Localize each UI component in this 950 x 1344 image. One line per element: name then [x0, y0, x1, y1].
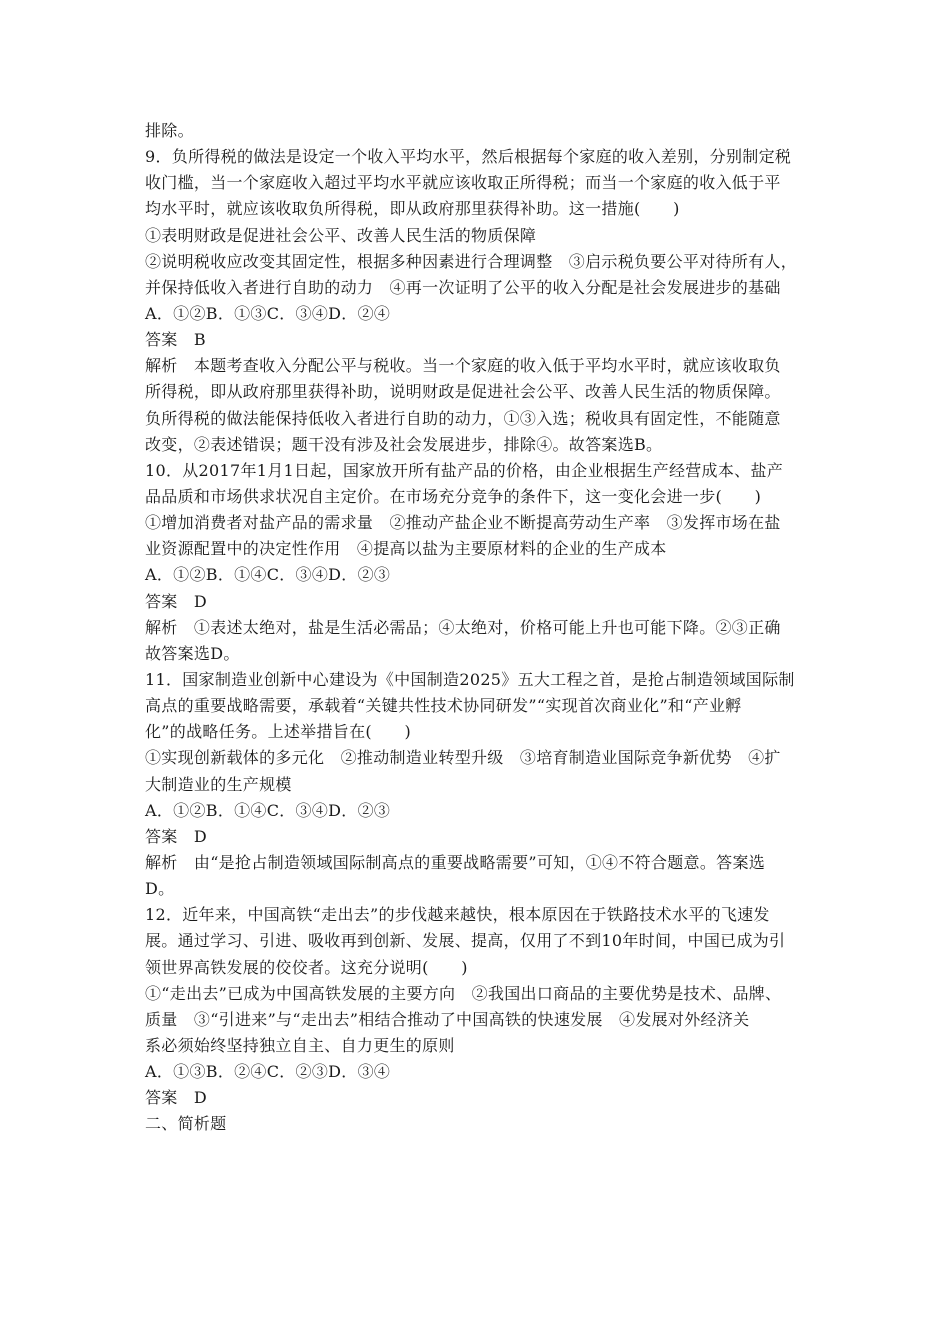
text-line: 11．国家制造业创新中心建设为《中国制造2025》五大工程之首，是抢占制造领域国际制	[145, 669, 795, 689]
text-line: 化”的战略任务。上述举措旨在( )	[145, 722, 412, 742]
text-line: 答案 D	[145, 826, 208, 846]
text-line: 高点的重要战略需要，承载着“关键共性技术协同研发”“实现首次商业化”和“产业孵	[145, 696, 742, 716]
text-line: 答案 D	[145, 1088, 208, 1108]
text-line: ①实现创新载体的多元化 ②推动制造业转型升级 ③培育制造业国际竞争新优势 ④扩	[145, 748, 781, 768]
text-line: 排除。	[145, 121, 194, 140]
text-line: 业资源配置中的决定性作用 ④提高以盐为主要原材料的企业的生产成本	[145, 539, 667, 559]
text-line: ①“走出去”已成为中国高铁发展的主要方向 ②我国出口商品的主要优势是技术、品牌、	[145, 983, 782, 1003]
text-line: 均水平时，就应该收取负所得税，即从政府那里获得补助。这一措施( )	[145, 199, 680, 219]
text-line: ②说明税收应改变其固定性，根据多种因素进行合理调整 ③启示税负要公平对待所有人，	[145, 251, 798, 271]
text-line: 系必须始终坚持独立自主、自力更生的原则	[145, 1035, 455, 1055]
text-line: 10．从2017年1月1日起，国家放开所有盐产品的价格，由企业根据生产经营成本、盐产	[145, 460, 784, 480]
text-line: A．①②B．①④C．③④D．②③	[145, 800, 391, 820]
text-line: 品品质和市场供求状况自主定价。在市场充分竞争的条件下，这一变化会进一步( )	[145, 486, 762, 506]
text-line: D。	[145, 879, 175, 899]
text-line: 答案 D	[145, 591, 208, 611]
text-line: 12．近年来，中国高铁“走出去”的步伐越来越快，根本原因在于铁路技术水平的飞速发	[145, 905, 770, 925]
text-line: 改变，②表述错误；题干没有涉及社会发展进步，排除④。故答案选B。	[145, 434, 663, 454]
text-line: 质量 ③“引进来”与“走出去”相结合推动了中国高铁的快速发展 ④发展对外经济关	[145, 1009, 750, 1029]
document-body	[145, 118, 815, 1137]
text-line: 并保持低收入者进行自助的动力 ④再一次证明了公平的收入分配是社会发展进步的基础	[145, 277, 781, 297]
text-line: 大制造业的生产规模	[145, 774, 292, 794]
text-line: ①增加消费者对盐产品的需求量 ②推动产盐企业不断提高劳动生产率 ③发挥市场在盐	[145, 513, 781, 533]
text-line: 故答案选D。	[145, 643, 240, 663]
text-line: ①表明财政是促进社会公平、改善人民生活的物质保障	[145, 225, 537, 245]
text-line: 9．负所得税的做法是设定一个收入平均水平，然后根据每个家庭的收入差别，分别制定税	[145, 147, 792, 167]
text-line: 收门槛，当一个家庭收入超过平均水平就应该收取正所得税；而当一个家庭的收入低于平	[145, 173, 781, 193]
text-line: 解析 ①表述太绝对，盐是生活必需品；④太绝对，价格可能上升也可能下降。②③正确	[145, 617, 781, 637]
text-line: A．①②B．①③C．③④D．②④	[145, 303, 391, 323]
text-line: 二、简析题	[145, 1114, 227, 1134]
text-line: 所得税，即从政府那里获得补助，说明财政是促进社会公平、改善人民生活的物质保障。	[145, 382, 781, 402]
text-line: A．①③B．②④C．②③D．③④	[145, 1062, 391, 1082]
text-line: 答案 B	[145, 330, 206, 350]
text-line: 领世界高铁发展的佼佼者。这充分说明( )	[145, 957, 468, 977]
text-line: 负所得税的做法能保持低收入者进行自助的动力，①③入选；税收具有固定性，不能随意	[145, 408, 781, 428]
text-line: 解析 由“是抢占制造领域国际制高点的重要战略需要”可知，①④不符合题意。答案选	[145, 852, 766, 872]
text-line: 解析 本题考查收入分配公平与税收。当一个家庭的收入低于平均水平时，就应该收取负	[145, 356, 781, 376]
text-line: A．①②B．①④C．③④D．②③	[145, 565, 391, 585]
text-line: 展。通过学习、引进、吸收再到创新、发展、提高，仅用了不到10年时间，中国已成为引	[145, 931, 786, 951]
